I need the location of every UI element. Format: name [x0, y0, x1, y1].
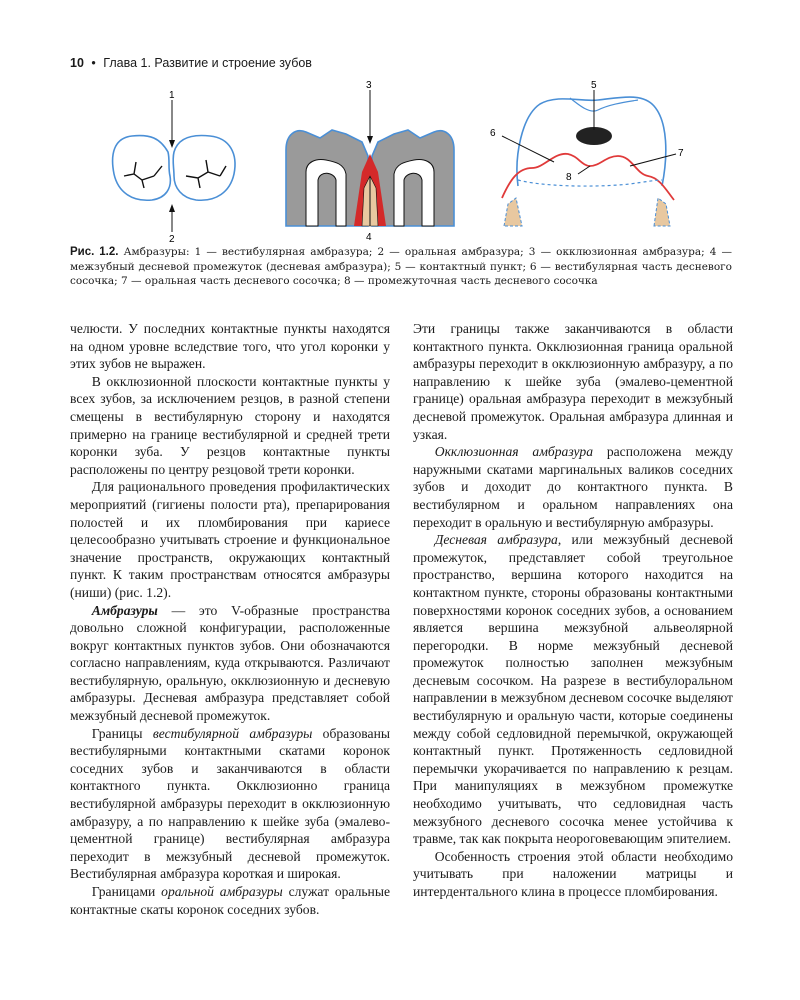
term-oral: оральной амбразуры [161, 884, 283, 899]
figure-illustration [70, 76, 730, 246]
term-vestibular: вестибулярной амбразуры [152, 725, 313, 741]
left-molar-outline [113, 136, 171, 201]
running-header [70, 56, 312, 70]
paragraph-text: служат оральные контактные скаты коронок соседних зубов. [70, 884, 391, 917]
paragraph-text: Границами [91, 884, 162, 899]
caption-label: Рис. 1.2. [70, 246, 119, 258]
fig-label-1: 1 [169, 90, 175, 101]
fig-label-5: 5 [591, 80, 597, 91]
fig-label-3: 3 [366, 80, 372, 91]
arrow-1-head [169, 140, 175, 148]
paragraph [70, 602, 390, 725]
paragraph [413, 443, 733, 531]
fig-label-4: 4 [366, 232, 372, 243]
caption-text: Амбразуры: 1 — вестибулярная амбразура; 2 — оральная амбразура; 3 — окклюзионная амбразура; 4 — межзубный десневой промежуток (десневая амбразура); 5 — контактный пункт; 6 — вестибулярная часть десневого сосочка; 7 — оральная часть десневого сосочка; 8 — промежуточная часть десневого сосочка [70, 246, 732, 287]
paragraph-text: образованы вестибулярными контактными скатами коронок соседних зубов и заканчиваются в области контактного пункта. Окклюзионно граница вестибулярной амбразуры переходит в окклюзионную амбразуру, а по направлению к шейке зуба (эмалево-цементной границе) вестибулярная амбразура переходит в межзубный десневой промежуток. Вестибулярная амбразура короткая и широкая. [70, 725, 390, 882]
paragraph-text: , или межзубный десневой промежуток, представляет собой треугольное пространство, вершина которого находится на контактном пункте, стороны образованы контактными поверхностями коронок соседних зубов, а основанием является вершина межзубной альвеолярной перегородки. В норме межзубный десневой промежуток полностью заполнен межзубным десневым сосочком. На разрезе в вестибулоральном направлении в межзубном десневом сосочке выделяют вестибулярную и оральную части, которые соединены между собой седловидной перемычкой, окружающей контактный пункт. Протяженность седловидной перемычки укорачивается по направлению к резцам. При манипуляциях в межзубном промежутке необходимо учитывать, что седловидная часть межзубного десневого сосочка менее устойчива к травме, так как покрыта неороговевающим эпителием. [413, 532, 734, 847]
paragraph-text: — это V-образные пространства довольно сложной конфигурации, расположенные вокруг контактных пунктов зубов. Они обозначаются согласно направлениям, куда открываются. Различают вестибулярную, оральную, окклюзионную и десневую амбразуры. Десневая амбразура представляет собой межзубный десневой промежуток. [70, 602, 390, 724]
arrow-8 [578, 166, 590, 174]
cej-line [518, 180, 662, 186]
paragraph: Особенность строения этой области необходимо учитывать при наложении матрицы и интердентального клина в процессе пломбирования. [413, 848, 733, 899]
paragraph-text: расположена между наружными скатами маргинальных валиков соседних зубов и доходит до контактного пункта. В вестибулярном и оральном направлениях она переходит в оральную и вестибулярную амбразуры. [413, 444, 734, 530]
figure-caption [70, 245, 732, 289]
left-column [70, 320, 390, 918]
term-occlusal: Окклюзионная амбразура [434, 444, 593, 460]
occlusal-view-panel [113, 136, 235, 201]
arrow-7 [630, 154, 676, 166]
paragraph: В окклюзионной плоскости контактные пункты у всех зубов, за исключением резцов, в разной степени смещены в вестибулярную сторону и находятся примерно на границе вестибулярной и средней трети коронки зуба. У резцов контактные пункты расположены по центру резцовой трети коронки. [70, 373, 390, 477]
header-bullet: • [91, 56, 96, 70]
paragraph [413, 531, 733, 848]
paragraph [70, 883, 390, 918]
right-tooth-crown [372, 130, 454, 226]
fig-label-6: 6 [490, 128, 496, 139]
paragraph: челюсти. У последних контактные пункты находятся на одном уровне вследствие того, что угол коронки у этих зубов не выражен. [70, 321, 390, 372]
fig-label-7: 7 [678, 148, 684, 159]
arrow-3-head [367, 136, 373, 144]
left-tooth-crown [286, 130, 368, 226]
fig-label-8: 8 [566, 172, 572, 183]
left-bone [504, 198, 522, 226]
paragraph-text: Границы [91, 725, 153, 741]
paragraph: Эти границы также заканчиваются в области контактного пункта. Окклюзионная граница оральной амбразуры переходит в окклюзионную амбразуру, а по направлению к шейке зуба (эмалево-цементной границе) оральная амбразура переходит в межзубный десневой промежуток. Оральная амбразура длинная и узкая. [413, 321, 733, 442]
right-bone [654, 198, 670, 226]
figure-embrasures [70, 76, 730, 246]
fig-label-2: 2 [169, 234, 175, 245]
arrow-6 [502, 136, 554, 162]
term-gingival: Десневая амбразура [434, 532, 558, 548]
chapter-title: Глава 1. Развитие и строение зубов [103, 56, 312, 70]
right-column [413, 320, 733, 901]
term-embrasures: Амбразуры [91, 602, 158, 618]
paragraph: Для рационального проведения профилактических мероприятий (гигиены полости рта), препарирования полостей и их пломбирования при кариесе целесообразно учитывать строение и функциональное значение пространств, окружающих контактный пункт. К таким пространствам относятся амбразуры (ниши) (рис. 1.2). [70, 479, 390, 600]
arrow-2-head [169, 204, 175, 212]
page-number: 10 [70, 56, 84, 70]
right-molar-outline [173, 136, 235, 201]
paragraph [70, 725, 390, 883]
